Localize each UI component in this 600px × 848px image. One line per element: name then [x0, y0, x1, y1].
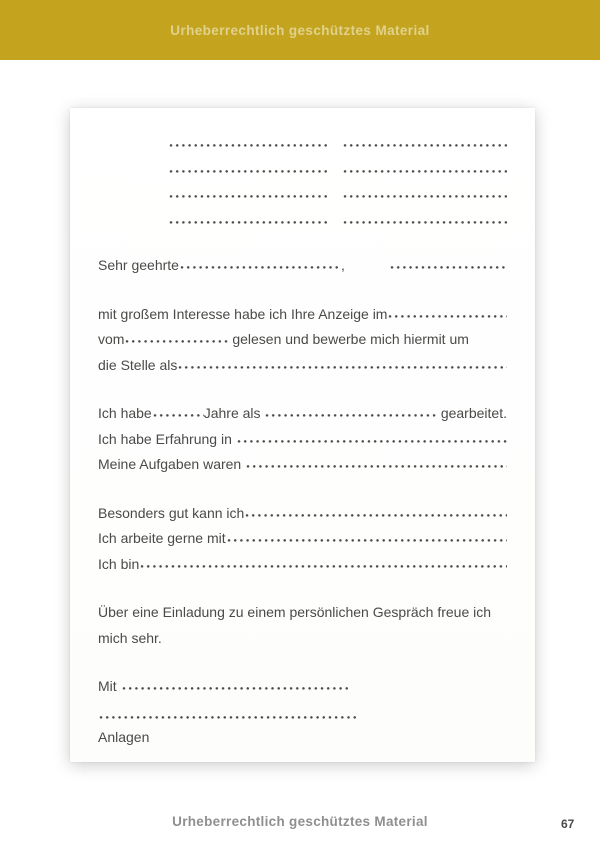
letter-text: , [340, 257, 345, 273]
letter-text: Sehr geehrte [98, 257, 179, 273]
letter-line [98, 427, 507, 453]
letter-line [98, 626, 507, 652]
spacer [330, 220, 342, 221]
spacer [345, 269, 389, 270]
letter-text: die Stelle als [98, 356, 178, 373]
letter-text: Ich bin [98, 555, 140, 572]
spacer [98, 143, 168, 144]
copyright-footer-label: Urheberrechtlich geschütztes Material [172, 814, 428, 829]
dotted-blank-line [387, 314, 507, 319]
dotted-blank-line [168, 143, 330, 148]
dotted-blank-line [342, 194, 507, 199]
letter-text: gelesen und bewerbe mich hiermit um [228, 331, 469, 347]
dotted-blank-line [342, 143, 507, 148]
experience-paragraph [98, 401, 507, 478]
dotted-blank-line [264, 413, 437, 418]
scanned-page-sheet [70, 108, 535, 762]
dotted-blank-line [168, 220, 330, 225]
letter-text: vom [98, 331, 125, 347]
letter-line [98, 725, 507, 751]
spacer [330, 143, 342, 144]
dotted-blank-line [177, 365, 507, 370]
letter-line [98, 700, 507, 726]
spacer [330, 194, 342, 195]
letter-text: mich sehr. [98, 629, 162, 646]
dotted-blank-line [168, 169, 330, 174]
skills-paragraph [98, 501, 507, 578]
copyright-banner-label: Urheberrechtlich geschütztes Material [170, 22, 430, 38]
letter-line [98, 552, 507, 578]
letter-line [98, 302, 507, 328]
dotted-blank-line [139, 564, 507, 569]
dotted-blank-line [168, 194, 330, 199]
signature-block [98, 674, 507, 751]
letter-line [98, 253, 507, 279]
letter-text: Anlagen [98, 729, 150, 745]
dotted-blank-line [342, 169, 507, 174]
letter-text: Ich habe Erfahrung in [98, 430, 236, 447]
closing-paragraph [98, 600, 507, 651]
letter-line [98, 501, 507, 527]
letter-text: Besonders gut kann ich [98, 504, 245, 521]
letter-line [98, 179, 507, 205]
letter-line [98, 154, 507, 180]
dotted-blank-line [226, 538, 507, 543]
salutation-line [98, 253, 507, 279]
dotted-blank-line [98, 715, 356, 720]
letter-line [98, 353, 507, 379]
spacer [98, 169, 168, 170]
dotted-blank-line [236, 439, 507, 444]
spacer [330, 169, 342, 170]
dotted-blank-line [389, 265, 507, 270]
copyright-banner-top [0, 0, 600, 60]
letter-text: Jahre als [203, 405, 265, 421]
letter-text: Über eine Einladung zu einem persönlichen Gespräch freue ich [98, 604, 492, 620]
letter-text: mit großem Interesse habe ich Ihre Anzeige im [98, 305, 388, 322]
spacer [98, 220, 168, 221]
letter-line [98, 401, 507, 427]
letter-line [98, 205, 507, 231]
letter-body [98, 128, 507, 751]
letter-text: Ich habe [98, 405, 152, 421]
recipient-address-block [98, 128, 507, 230]
letter-text: gearbeitet. [436, 405, 507, 421]
letter-text: Ich arbeite gerne mit [98, 530, 226, 546]
dotted-blank-line [244, 513, 507, 518]
letter-line [98, 674, 507, 700]
page-number: 67 [561, 817, 575, 831]
letter-line [98, 526, 507, 552]
dotted-blank-line [342, 220, 507, 225]
letter-text: Mit [98, 678, 121, 694]
spacer [98, 194, 168, 195]
letter-line [98, 600, 507, 626]
intro-paragraph [98, 302, 507, 379]
dotted-blank-line [124, 339, 228, 344]
dotted-blank-line [121, 686, 349, 691]
letter-line [98, 452, 507, 478]
dotted-blank-line [179, 265, 341, 270]
letter-line [98, 327, 507, 353]
letter-text: Meine Aufgaben waren [98, 456, 246, 472]
letter-line [98, 128, 507, 154]
dotted-blank-line [245, 464, 507, 469]
dotted-blank-line [152, 413, 204, 418]
